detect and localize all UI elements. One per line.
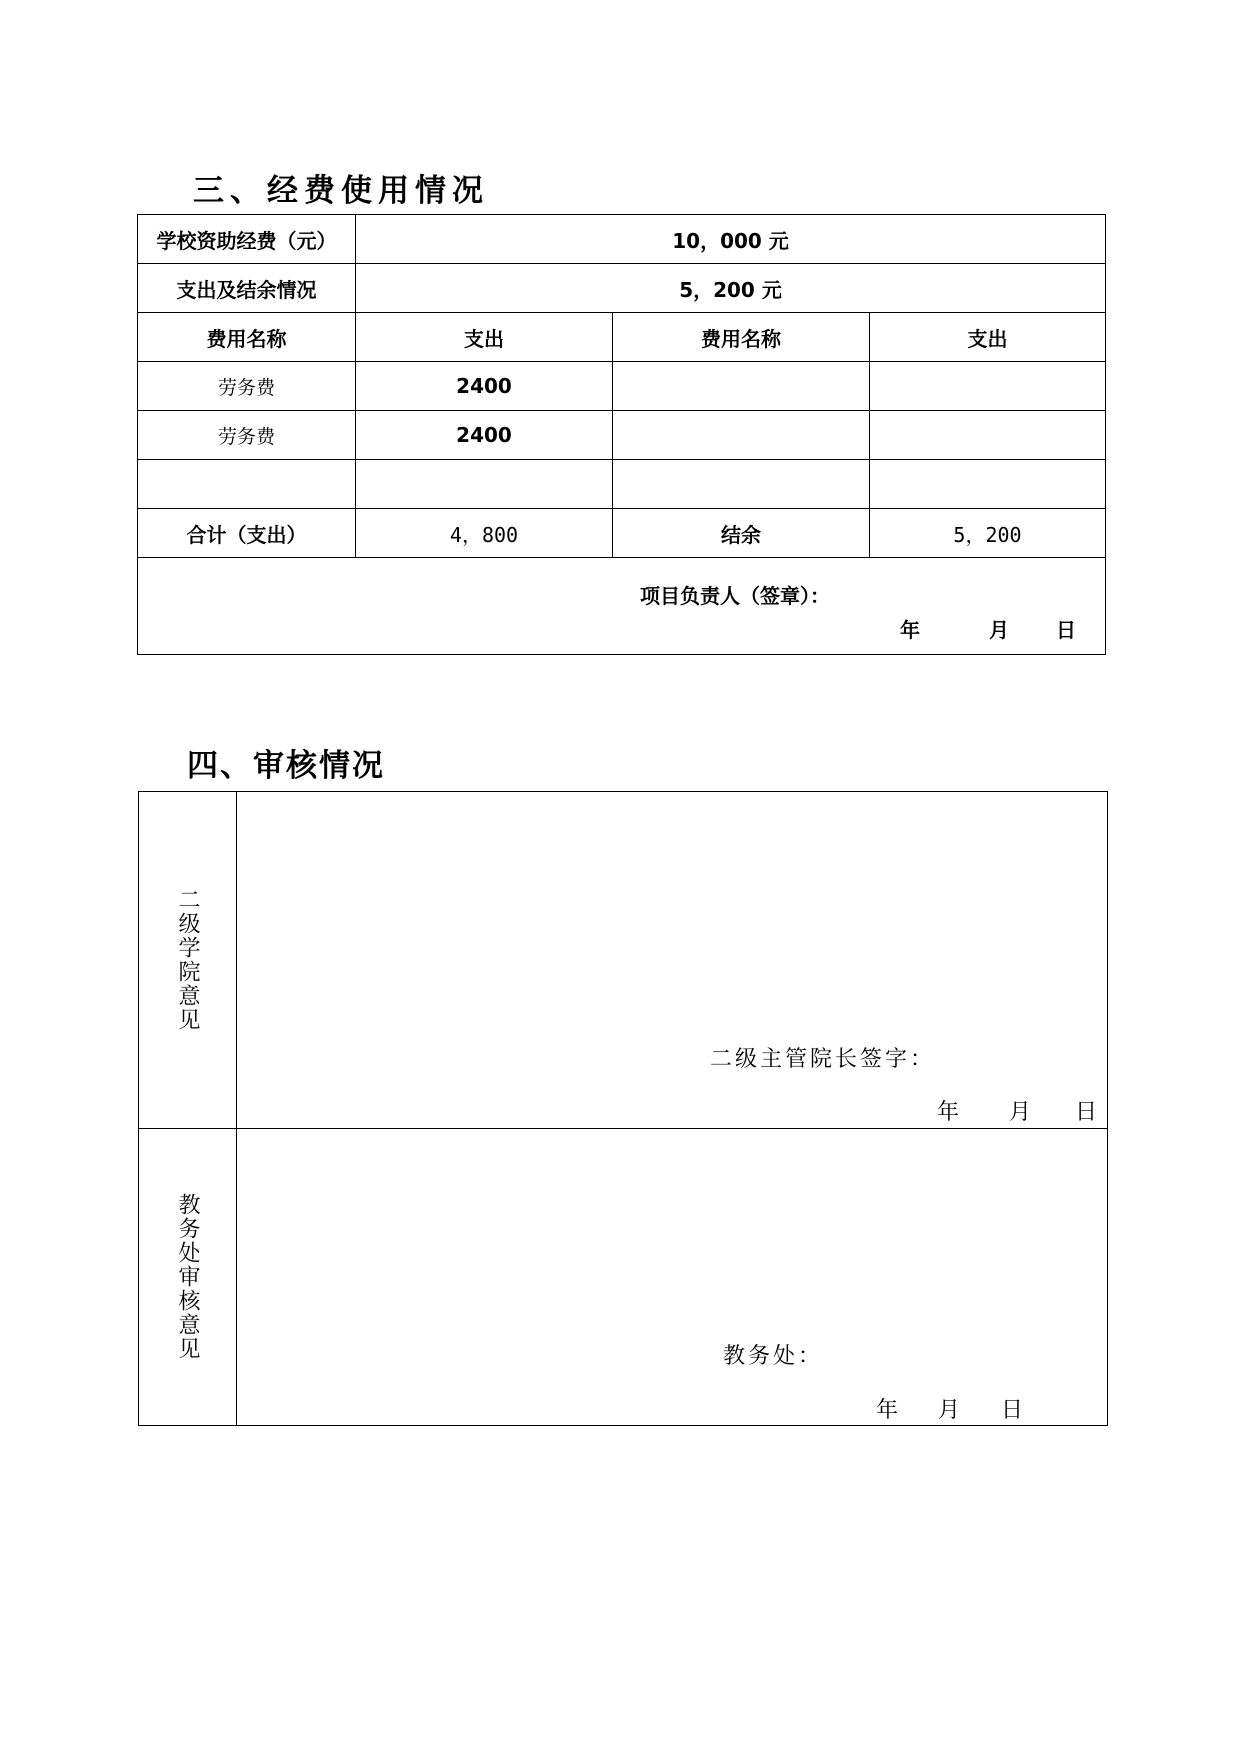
expense-name-cell	[613, 460, 870, 509]
expense-name-cell: 劳务费	[138, 411, 356, 460]
review-table	[138, 791, 1108, 1426]
college-opinion-label: 二级学院意见	[175, 888, 200, 1032]
date-month: 月	[1009, 1100, 1032, 1125]
expense-amount-cell: 2400	[356, 411, 613, 460]
column-header-row	[138, 313, 1106, 362]
date-year: 年	[937, 1100, 960, 1125]
academic-office-label: 教务处审核意见	[175, 1193, 200, 1361]
balance-row	[138, 264, 1106, 313]
expense-name-cell	[613, 411, 870, 460]
date-year: 年	[900, 618, 920, 642]
expense-amount-cell	[870, 362, 1106, 411]
expense-name-cell: 劳务费	[138, 362, 356, 411]
expense-table	[137, 214, 1106, 655]
column-header: 费用名称	[613, 313, 870, 362]
date-day: 日	[1056, 618, 1076, 642]
section3-heading: 三、经费使用情况	[193, 173, 489, 209]
expense-amount-cell	[356, 460, 613, 509]
funding-row	[138, 215, 1106, 264]
signature-cell	[138, 558, 1106, 655]
expense-name-cell	[613, 362, 870, 411]
college-opinion-row	[139, 792, 1108, 1129]
total-label: 合计（支出）	[138, 509, 356, 558]
funding-value: 10，000 元	[356, 215, 1106, 264]
section4-heading: 四、审核情况	[187, 748, 385, 784]
total-row	[138, 509, 1106, 558]
column-header: 费用名称	[138, 313, 356, 362]
project-leader-sign-label: 项目负责人（签章）：	[640, 584, 830, 608]
expense-amount-cell	[870, 411, 1106, 460]
signature-row	[138, 558, 1106, 655]
dean-sign-label: 二级主管院长签字：	[710, 1047, 936, 1072]
expense-amount-cell: 2400	[356, 362, 613, 411]
funding-label: 学校资助经费（元）	[138, 215, 356, 264]
total-value: 4，800	[356, 509, 613, 558]
column-header: 支出	[870, 313, 1106, 362]
date-day: 日	[1075, 1100, 1098, 1125]
column-header: 支出	[356, 313, 613, 362]
table-row	[138, 411, 1106, 460]
balance-value: 5，200 元	[356, 264, 1106, 313]
table-row	[138, 460, 1106, 509]
academic-office-cell	[237, 1129, 1108, 1426]
expense-amount-cell	[870, 460, 1106, 509]
academic-office-label-cell	[139, 1129, 237, 1426]
date-month: 月	[989, 618, 1009, 642]
academic-office-row	[139, 1129, 1108, 1426]
date-year: 年	[876, 1398, 899, 1423]
college-opinion-cell	[237, 792, 1108, 1129]
academic-office-sign-label: 教务处：	[723, 1344, 824, 1369]
remain-label: 结余	[613, 509, 870, 558]
remain-value: 5，200	[870, 509, 1106, 558]
college-opinion-label-cell	[139, 792, 237, 1129]
balance-label: 支出及结余情况	[138, 264, 356, 313]
table-row	[138, 362, 1106, 411]
expense-name-cell	[138, 460, 356, 509]
date-day: 日	[1001, 1398, 1024, 1423]
date-month: 月	[938, 1398, 961, 1423]
